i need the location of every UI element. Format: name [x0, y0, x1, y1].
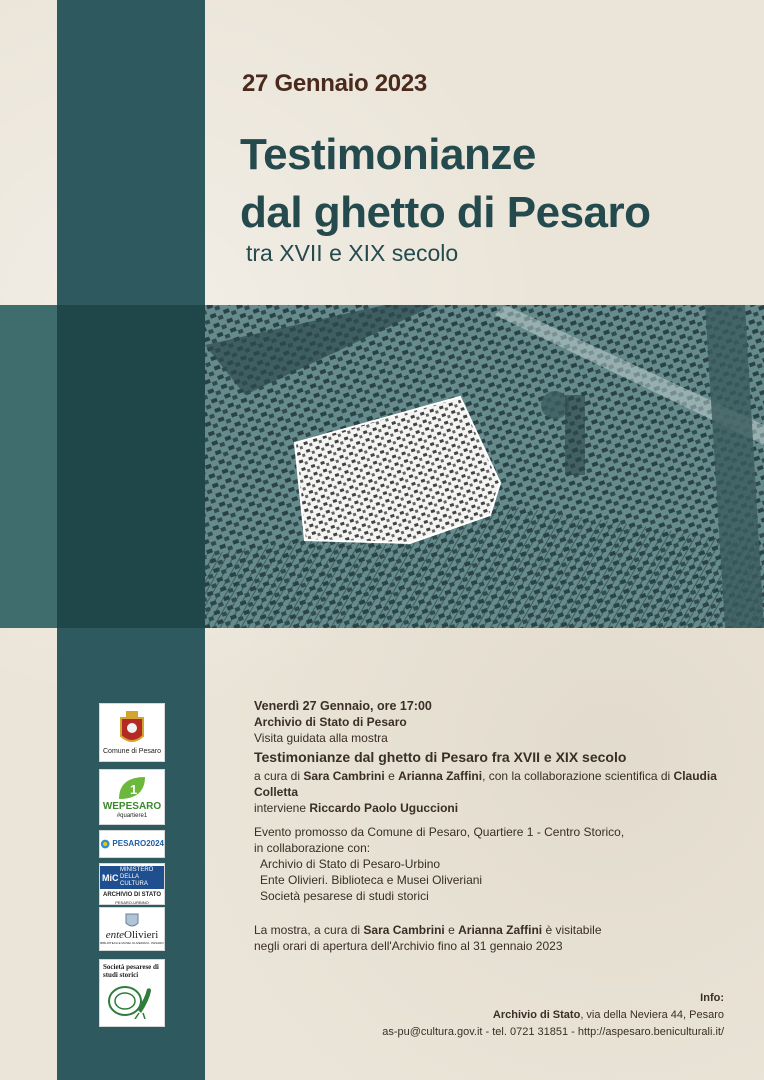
mic-line1: MINISTERO	[120, 867, 154, 873]
olivieri-name: Olivieri	[124, 929, 159, 941]
logo-societa-pesarese[interactable]	[99, 959, 165, 1027]
note-line1: La mostra, a cura di Sara Cambrini e Arianna Zaffini è visitabile	[254, 923, 602, 937]
logo-wepesaro[interactable]	[99, 769, 165, 825]
historic-map-image	[205, 305, 764, 628]
horizontal-band-center	[57, 305, 205, 628]
wepesaro-sub: #quartiere1	[116, 812, 148, 819]
poster-title-line1: Testimonianze	[240, 130, 536, 179]
mic-abbr: MiC	[102, 872, 119, 883]
archivio-label: ARCHIVIO DI STATO	[102, 892, 161, 898]
olivieri-sub: BIBLIOTECA E MUSEI OLIVERIANI - PESARO	[100, 941, 164, 945]
comune-label: Comune di Pesaro	[103, 747, 161, 755]
logo-ente-olivieri[interactable]	[99, 907, 165, 951]
leaf-1-icon	[117, 775, 147, 801]
curators-line: a cura di Sara Cambrini e Arianna Zaffini, con la collaborazione scientifica di Claudia Colletta	[254, 769, 717, 799]
contact-details[interactable]: as-pu@cultura.gov.it - tel. 0721 31851 - http://aspesaro.beniculturali.it/	[382, 1026, 724, 1038]
pesaro2024-label: PESARO2024	[112, 839, 164, 848]
pesaro2024-mark-icon	[100, 838, 110, 850]
logo-ministero-archivio[interactable]	[99, 863, 165, 905]
event-where: Archivio di Stato di Pesaro	[254, 715, 407, 729]
event-date: 27 Gennaio 2023	[242, 70, 427, 97]
logo-comune-pesaro[interactable]	[99, 703, 165, 762]
poster-subtitle: tra XVII e XIX secolo	[246, 240, 459, 266]
olivieri-ente: ente	[105, 929, 125, 941]
event-info	[254, 698, 754, 954]
contact-label: Info:	[700, 992, 724, 1004]
contact-org: Archivio di Stato	[492, 1009, 581, 1021]
poster-title-line2: dal ghetto di Pesaro	[240, 188, 651, 237]
archivio-sub: PESARO-URBINO	[115, 900, 149, 905]
collaborator: Claudia Colletta	[254, 769, 717, 799]
partner-item: Archivio di Stato di Pesaro-Urbino	[260, 857, 441, 871]
event-when: Venerdì 27 Gennaio, ore 17:00	[254, 699, 432, 713]
contact-info	[382, 990, 724, 1041]
partner-item: Società pesarese di studi storici	[260, 889, 429, 903]
exhibition-title: Testimonianze dal ghetto di Pesaro fra XVII e XIX secolo	[254, 749, 627, 765]
curator-1: Sara Cambrini	[303, 769, 385, 783]
curator-2: Arianna Zaffini	[398, 769, 483, 783]
mic-line3: CULTURA	[120, 881, 148, 887]
event-intro: Visita guidata alla mostra	[254, 731, 388, 745]
logo-pesaro2024[interactable]	[99, 830, 165, 858]
olivieri-shield-icon	[125, 913, 139, 929]
promoted-line: Evento promosso da Comune di Pesaro, Quartiere 1 - Centro Storico,	[254, 825, 625, 839]
speaker-line: interviene Riccardo Paolo Uguccioni	[254, 801, 459, 815]
societa-label: Società pesarese di studi storici	[103, 963, 159, 979]
partners-intro: in collaborazione con:	[254, 841, 371, 855]
coat-of-arms-icon	[117, 710, 147, 748]
contact-address: Archivio di Stato, via della Neviera 44, Pesaro	[492, 1009, 724, 1021]
svg-text:1: 1	[130, 781, 138, 797]
horizontal-band-left	[0, 305, 57, 628]
mic-line2: DELLA	[120, 874, 140, 880]
poster-title	[240, 126, 750, 242]
wepesaro-label: WEPESARO	[102, 800, 162, 812]
peacock-icon	[105, 979, 159, 1019]
speaker: Riccardo Paolo Uguccioni	[309, 801, 459, 815]
partner-item: Ente Olivieri. Biblioteca e Musei Oliveriani	[260, 873, 483, 887]
note-line2: negli orari di apertura dell'Archivio fino al 31 gennaio 2023	[254, 939, 563, 953]
